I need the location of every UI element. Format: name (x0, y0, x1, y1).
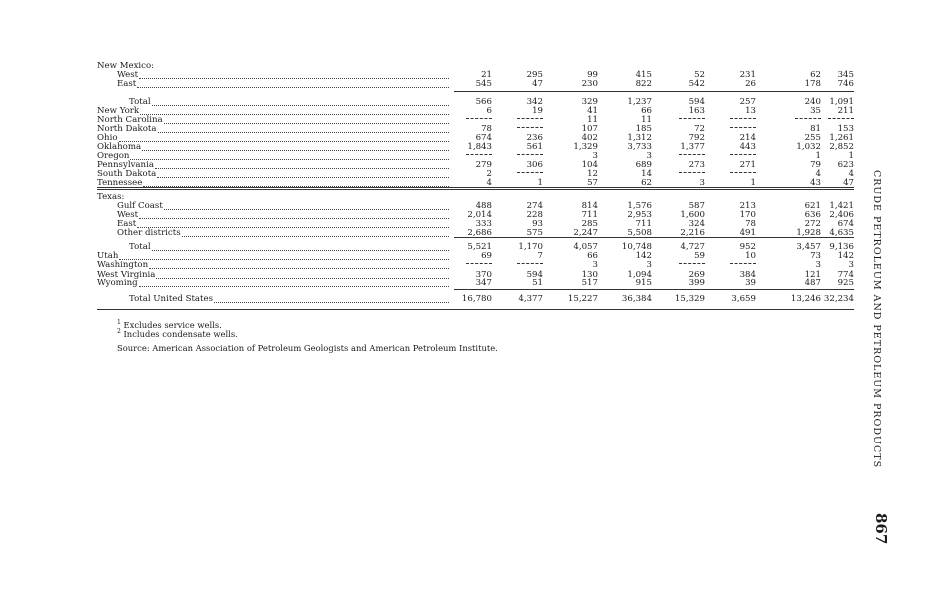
table-rule (97, 187, 854, 190)
table-cell: 774 (837, 270, 854, 280)
table-cell: 240 (804, 97, 821, 107)
row-label: Texas: (97, 192, 125, 202)
table-cell: 1 (848, 151, 854, 161)
table-cell: 130 (581, 270, 598, 280)
table-cell: 594 (526, 270, 543, 280)
row-label: New York (97, 106, 140, 116)
table-cell: 153 (837, 124, 854, 134)
table-cell: 257 (739, 97, 756, 107)
table-cell: 11 (587, 115, 598, 125)
table-cell: 62 (810, 70, 821, 80)
empty-dash (730, 154, 756, 155)
table-cell: 59 (694, 251, 705, 261)
table-cell: 279 (475, 160, 492, 170)
table-cell: 3 (646, 151, 652, 161)
table-cell: 15,227 (567, 294, 598, 304)
table-cell: 271 (739, 160, 756, 170)
table-cell: 3,659 (731, 294, 756, 304)
table-cell: 269 (688, 270, 705, 280)
table-cell: 295 (526, 70, 543, 80)
table-cell: 2,216 (680, 228, 705, 238)
table-cell: 66 (587, 251, 598, 261)
table-cell: 2,953 (627, 210, 652, 220)
table-cell: 78 (481, 124, 492, 134)
table-cell: 107 (581, 124, 598, 134)
empty-dash (730, 118, 756, 119)
table-cell: 306 (526, 160, 543, 170)
table-cell: 62 (641, 178, 652, 188)
table-cell: 39 (745, 278, 756, 288)
table-cell: 1,421 (829, 201, 854, 211)
table-cell: 121 (804, 270, 821, 280)
table-cell: 255 (804, 133, 821, 143)
footnote-2: $^2$ Includes condensate wells. (117, 328, 238, 339)
table-cell: 517 (581, 278, 598, 288)
table-cell: 1,261 (829, 133, 854, 143)
row-label: Oklahoma (97, 142, 142, 152)
table-row (97, 79, 854, 89)
table-cell: 5,521 (467, 242, 492, 252)
table-cell (483, 260, 543, 270)
table-cell: 1 (750, 178, 756, 188)
table-cell: 10,748 (621, 242, 652, 252)
table-cell: 1,843 (467, 142, 492, 152)
table-cell: 402 (581, 133, 598, 143)
table-cell: 1,170 (518, 242, 543, 252)
table-cell: 66 (641, 106, 652, 116)
row-label: North Dakota (97, 124, 157, 134)
table-cell: 623 (837, 160, 854, 170)
table-cell: 594 (688, 97, 705, 107)
table-cell: 1 (815, 151, 821, 161)
row-label: East (117, 79, 137, 89)
table-cell: 1,928 (796, 228, 821, 238)
table-cell: 4 (486, 178, 492, 188)
row-label: Tennessee (97, 178, 143, 188)
row-label: Washington (97, 260, 149, 270)
table-cell: 6 (486, 106, 492, 116)
table-cell: 925 (837, 278, 854, 288)
table-cell: 47 (843, 178, 854, 188)
table-cell: 384 (739, 270, 756, 280)
table-cell: 4,057 (573, 242, 598, 252)
table-cell: 370 (475, 270, 492, 280)
table-cell: 342 (526, 97, 543, 107)
table-cell: 142 (837, 251, 854, 261)
table-cell: 72 (694, 124, 705, 134)
table-cell: 1,312 (627, 133, 652, 143)
page-number: 867 (872, 513, 890, 545)
table-cell: 69 (481, 251, 492, 261)
table-cell: 3 (848, 260, 854, 270)
table-cell: 163 (688, 106, 705, 116)
table-cell: 272 (804, 219, 821, 229)
table-cell: 487 (804, 278, 821, 288)
table-rule (97, 309, 854, 310)
table-cell: 1,600 (680, 210, 705, 220)
table-cell: 636 (804, 210, 821, 220)
table-cell: 78 (745, 219, 756, 229)
table-cell: 2,852 (829, 142, 854, 152)
table-cell: 35 (810, 106, 821, 116)
table-cell: 13,246 (790, 294, 821, 304)
table-cell: 213 (739, 201, 756, 211)
table-cell: 274 (526, 201, 543, 211)
table-cell: 347 (475, 278, 492, 288)
table-cell: 43 (810, 178, 821, 188)
table-cell: 36,384 (621, 294, 652, 304)
row-label: Total (129, 242, 151, 252)
table-cell: 52 (694, 70, 705, 80)
table-cell: 1,576 (627, 201, 652, 211)
table-cell: 16,780 (461, 294, 492, 304)
table-rule (454, 91, 854, 92)
table-cell: 15,329 (674, 294, 705, 304)
table-row (97, 294, 854, 304)
row-label: North Carolina (97, 115, 163, 125)
table-cell: 814 (581, 201, 598, 211)
table-cell: 142 (635, 251, 652, 261)
table-cell: 4,377 (518, 294, 543, 304)
table-cell: 792 (688, 133, 705, 143)
table-cell: 488 (475, 201, 492, 211)
table-cell: 236 (526, 133, 543, 143)
table-cell: 273 (688, 160, 705, 170)
row-label: West (117, 210, 139, 220)
table-cell: 2,014 (467, 210, 492, 220)
leader-dots (139, 276, 449, 287)
table-cell: 561 (526, 142, 543, 152)
table-cell: 4 (815, 169, 821, 179)
empty-dash (730, 127, 756, 128)
table-cell: 491 (739, 228, 756, 238)
row-label: Wyoming (97, 278, 138, 288)
table-cell: 674 (837, 219, 854, 229)
row-label: New Mexico: (97, 61, 155, 71)
table-cell: 3 (592, 260, 598, 270)
table-cell: 21 (481, 70, 492, 80)
table-cell: 545 (475, 79, 492, 89)
row-label: Total United States (129, 294, 214, 304)
table-cell: 566 (475, 97, 492, 107)
table-cell: 3,457 (796, 242, 821, 252)
table-cell: 73 (810, 251, 821, 261)
footnote-1: $^1$ Excludes service wells. (117, 319, 222, 330)
table-cell: 79 (810, 160, 821, 170)
table-cell: 5,508 (627, 228, 652, 238)
table-cell: 285 (581, 219, 598, 229)
table-cell: 2 (486, 169, 492, 179)
table-cell: 99 (587, 70, 598, 80)
table-cell: 915 (635, 278, 652, 288)
row-label: Oregon (97, 151, 130, 161)
table-cell: 1,237 (627, 97, 652, 107)
table-cell: 2,406 (829, 210, 854, 220)
table-cell: 333 (475, 219, 492, 229)
leader-dots (182, 226, 449, 237)
row-label: Utah (97, 251, 119, 261)
table-cell: 214 (739, 133, 756, 143)
empty-dash (828, 118, 854, 119)
table-cell: 230 (581, 79, 598, 89)
table-cell: 1,091 (829, 97, 854, 107)
table-cell: 345 (837, 70, 854, 80)
table-cell: 329 (581, 97, 598, 107)
table-cell: 415 (635, 70, 652, 80)
table-cell: 11 (641, 115, 652, 125)
table-cell: 587 (688, 201, 705, 211)
table-cell: 10 (745, 251, 756, 261)
row-label: Total (129, 97, 151, 107)
table-cell: 1,329 (573, 142, 598, 152)
table-cell: 12 (587, 169, 598, 179)
table-cell: 3 (592, 151, 598, 161)
table-row (97, 278, 854, 288)
table-cell: 3 (815, 260, 821, 270)
table-cell: 1 (537, 178, 543, 188)
table-cell: 542 (688, 79, 705, 89)
table-cell: 4 (848, 169, 854, 179)
empty-dash (730, 263, 756, 264)
table-cell: 32,234 (823, 294, 854, 304)
leader-dots (137, 77, 449, 88)
table-cell: 1,377 (680, 142, 705, 152)
table-cell (696, 260, 756, 270)
table-cell: 711 (581, 210, 598, 220)
table-cell: 9,136 (829, 242, 854, 252)
table-cell: 621 (804, 201, 821, 211)
table-cell: 711 (635, 219, 652, 229)
table-cell: 4,727 (680, 242, 705, 252)
table-cell: 26 (745, 79, 756, 89)
table-cell: 4,635 (829, 228, 854, 238)
table-cell: 822 (635, 79, 652, 89)
table-cell: 185 (635, 124, 652, 134)
empty-dash (730, 172, 756, 173)
table-cell: 178 (804, 79, 821, 89)
table-cell: 575 (526, 228, 543, 238)
table-cell: 93 (532, 219, 543, 229)
table-cell: 443 (739, 142, 756, 152)
row-label: Pennsylvania (97, 160, 154, 170)
table-cell: 2,686 (467, 228, 492, 238)
table-cell: 3,733 (627, 142, 652, 152)
table-cell: 19 (532, 106, 543, 116)
table-cell: 399 (688, 278, 705, 288)
running-head: CRUDE PETROLEUM AND PETROLEUM PRODUCTS (871, 170, 882, 469)
table-cell: 746 (837, 79, 854, 89)
table-rule (454, 289, 854, 290)
table-cell: 14 (641, 169, 652, 179)
leader-dots (143, 176, 449, 187)
table-cell: 952 (739, 242, 756, 252)
leader-dots (214, 292, 449, 303)
table-cell: 324 (688, 219, 705, 229)
table-cell: 1,094 (627, 270, 652, 280)
table-cell: 1,032 (796, 142, 821, 152)
source-note: Source: American Association of Petroleum Geologists and American Petroleum Institute. (117, 343, 498, 353)
row-label: West Virginia (97, 270, 156, 280)
row-label: Ohio (97, 133, 118, 143)
table-cell: 674 (475, 133, 492, 143)
table-cell: 228 (526, 210, 543, 220)
table-cell: 170 (739, 210, 756, 220)
row-label: West (117, 70, 139, 80)
table-cell: 47 (532, 79, 543, 89)
table-cell: 689 (635, 160, 652, 170)
table-cell: 41 (587, 106, 598, 116)
row-label: South Dakota (97, 169, 157, 179)
table-cell: 51 (532, 278, 543, 288)
table-cell: 211 (837, 106, 854, 116)
table-rule (454, 237, 854, 238)
row-label: East (117, 219, 137, 229)
table-cell: 13 (745, 106, 756, 116)
table-cell: 81 (810, 124, 821, 134)
table-cell: 57 (587, 178, 598, 188)
table-cell: 3 (646, 260, 652, 270)
table-cell: 3 (699, 178, 705, 188)
row-label: Gulf Coast (117, 201, 163, 211)
table-cell: 231 (739, 70, 756, 80)
table-cell: 2,247 (573, 228, 598, 238)
table-cell: 7 (537, 251, 543, 261)
row-label: Other districts (117, 228, 181, 238)
table-cell: 104 (581, 160, 598, 170)
